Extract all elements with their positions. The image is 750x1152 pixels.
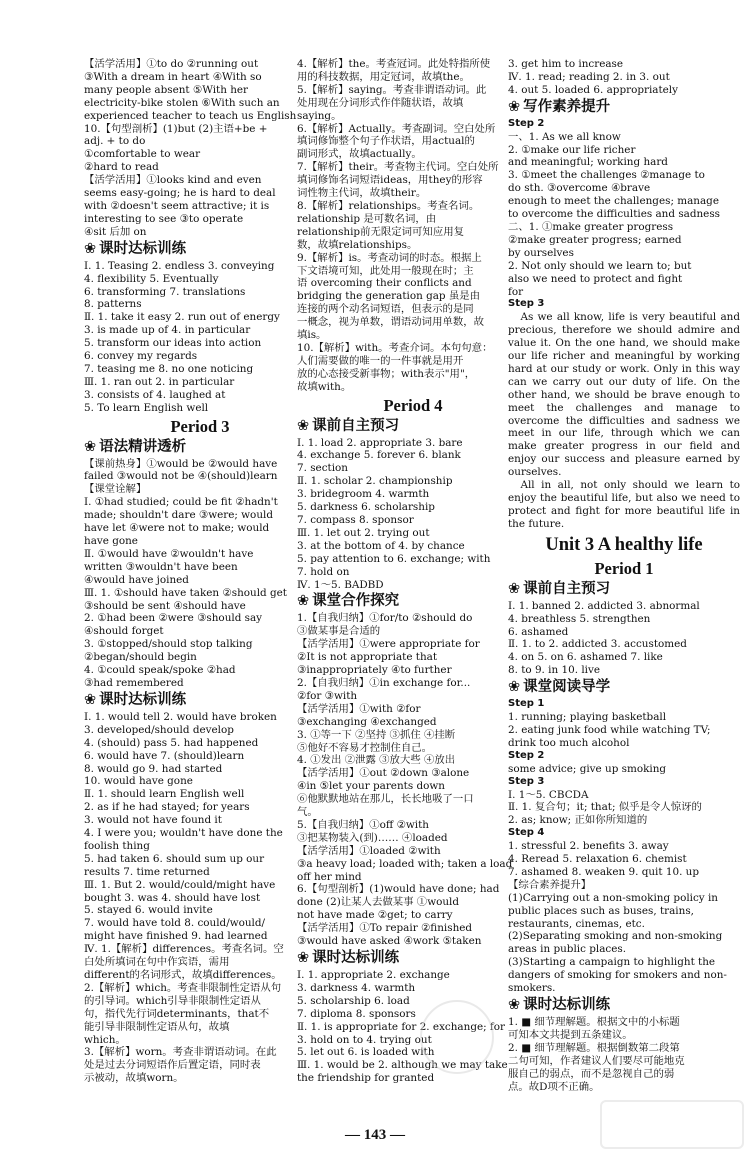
- answer-line: 2. ■ 细节理解题。根据倒数第二段第: [508, 1041, 680, 1054]
- answer-line: ④would have joined: [84, 573, 189, 586]
- answer-line: might have finished 9. had learned: [84, 930, 268, 943]
- answer-line: Ⅱ. 1. take it easy 2. run out of energy: [84, 311, 280, 324]
- section-heading: [508, 678, 740, 697]
- section-heading: [508, 580, 740, 599]
- answer-line: smokers.: [508, 982, 556, 995]
- answer-line: 副词形式，故填actually。: [297, 148, 422, 161]
- answer-line: 【活学活用】①to do ②running out: [84, 58, 259, 70]
- answer-line: ③inappropriately ④to further: [297, 664, 452, 677]
- section-heading: [84, 438, 316, 457]
- section-heading-text: 课时达标训练: [312, 950, 400, 966]
- answer-line: 6.【句型剖析】(1)would have done; had: [297, 883, 500, 896]
- period-title: Period 4: [383, 395, 443, 415]
- section-heading: [508, 98, 740, 117]
- answer-line: Ⅰ. 1. banned 2. addicted 3. abnormal: [508, 599, 700, 612]
- answer-line: have gone: [84, 535, 138, 547]
- answer-line: 4. Reread 5. relaxation 6. chemist: [508, 853, 687, 866]
- answer-line: Ⅰ. 1. would tell 2. would have broken: [84, 710, 277, 723]
- answer-line: 6. ashamed: [508, 625, 569, 638]
- step-label: Step 2: [508, 117, 545, 129]
- answer-line: 7. hold on: [297, 565, 350, 578]
- answer-line: 【综合素养提升】: [508, 878, 592, 891]
- answer-line: with ②doesn't seem attractive; it is: [84, 199, 270, 212]
- answer-line: 7. compass 8. sponsor: [297, 514, 414, 526]
- answer-line: 词性物主代词，故填their。: [297, 187, 427, 200]
- answer-line: some advice; give up smoking: [508, 762, 667, 775]
- section-heading: [84, 240, 316, 259]
- answer-line: which。: [84, 1033, 126, 1046]
- answer-line: 6. would have 7. (should)learn: [84, 749, 245, 762]
- answer-line: 【课堂诠解】: [84, 483, 147, 496]
- answer-line: 5.【自我归纳】①off ②with: [297, 818, 429, 831]
- column-right: [508, 58, 740, 1118]
- answer-line: by ourselves: [508, 246, 574, 259]
- answer-line: 4. on 5. on 6. ashamed 7. like: [508, 651, 663, 664]
- answer-line: 3. would not have found it: [84, 814, 222, 827]
- answer-line: Ⅰ. 1～5. CBCDA: [508, 788, 589, 801]
- answer-line: 7. diploma 8. sponsors: [297, 1007, 416, 1020]
- answer-line: 3. darkness 4. warmth: [297, 981, 416, 994]
- answer-line: ③would have asked ④work ⑤taken: [297, 935, 482, 948]
- answer-line: Ⅰ. 1. Teasing 2. endless 3. conveying: [84, 259, 275, 272]
- answer-line: 填词修饰整个句子作状语，用actual的: [297, 135, 475, 148]
- answer-line: 3.【解析】worn。考查非谓语动词。在此: [84, 1046, 277, 1059]
- answer-line: 9.【解析】is。考查动词的时态。根据上: [297, 251, 482, 264]
- answer-line: many people absent ⑤With her: [84, 83, 249, 96]
- answer-line: Ⅰ. ①had studied; could be fit ②hadn't: [84, 496, 278, 509]
- answer-line: 2. eating junk food while watching TV;: [508, 723, 711, 736]
- answer-line: Ⅰ. 1. appropriate 2. exchange: [297, 969, 450, 981]
- answer-line: Ⅲ. 1. would be 2. although we may take: [297, 1059, 508, 1072]
- answer-line: for: [508, 285, 524, 298]
- answer-line: 4. ①could speak/spoke ②had: [84, 664, 236, 677]
- section-heading: [297, 949, 529, 968]
- answer-line: 可知本文共提到五条建议。: [508, 1028, 633, 1041]
- lightbulb-icon: ❀: [297, 593, 310, 610]
- answer-line: Ⅰ. 1. load 2. appropriate 3. bare: [297, 436, 463, 449]
- answer-line: 3. bridegroom 4. warmth: [297, 488, 430, 501]
- answer-line: made; shouldn't dare ③were; would: [84, 509, 273, 522]
- answer-line: 人们需要做的唯一的一件事就是用开: [297, 354, 464, 367]
- answer-line: 语 overcoming their conflicts and: [297, 277, 472, 290]
- section-heading-text: 课时达标训练: [99, 240, 187, 257]
- answer-line: 连接的两个动名词短语，但表示的是同: [297, 303, 474, 316]
- answer-line: ②make greater progress; earned: [508, 233, 682, 246]
- step-label: Step 2: [508, 749, 545, 761]
- unit-title: Unit 3 A healthy life: [545, 534, 703, 555]
- answer-line: 白处所填词在句中作宾语，需用: [84, 956, 230, 969]
- answer-line: experienced teacher to teach us English: [84, 109, 297, 122]
- answer-line: 【活学活用】①were appropriate for: [297, 638, 480, 651]
- lightbulb-icon: ❀: [508, 679, 521, 696]
- answer-line: relationship 是可数名词，由: [297, 212, 437, 225]
- answer-line: Ⅱ. 1. is appropriate for 2. exchange; for: [297, 1020, 505, 1033]
- answer-line: ③had remembered: [84, 676, 184, 689]
- answer-line: (1)Carrying out a non-smoking policy in: [508, 891, 718, 904]
- answer-line: 【活学活用】①with ②for: [297, 702, 421, 715]
- answer-line: Ⅲ. 1. ran out 2. in particular: [84, 375, 235, 388]
- lightbulb-icon: ❀: [297, 950, 310, 966]
- answer-line: Ⅱ. 1. should learn English well: [84, 788, 245, 801]
- answer-line: 8. would go 9. had started: [84, 762, 223, 775]
- lightbulb-icon: ❀: [508, 997, 521, 1013]
- answer-line: ⑤他好不容易才控制住自己。: [297, 741, 433, 754]
- answer-line: adj. + to do: [84, 135, 146, 148]
- section-heading-text: 课时达标训练: [99, 691, 187, 708]
- column-left: [84, 58, 316, 1118]
- answer-line: 7.【解析】their。考查物主代词。空白处所: [297, 161, 499, 174]
- answer-line: (3)Starting a campaign to highlight the: [508, 956, 716, 969]
- answer-line: 二句可知，作者建议人们要尽可能地克: [508, 1054, 685, 1067]
- answer-line: 二、1. ①make greater progress: [508, 220, 674, 233]
- answer-line: 5. darkness 6. scholarship: [297, 501, 435, 514]
- answer-line: 5. let out 6. is loaded with: [297, 1046, 435, 1059]
- answer-line: 【活学活用】①out ②down ③alone: [297, 767, 470, 780]
- answer-line: 1. stressful 2. benefits 3. away: [508, 840, 669, 853]
- answer-line: 【活学活用】①looks kind and even: [84, 174, 262, 187]
- answer-line: 10.【句型剖析】(1)but (2)主语+be +: [84, 122, 268, 135]
- answer-line: interesting to see ③to operate: [84, 212, 244, 225]
- answer-line: ②hard to read: [84, 161, 159, 174]
- answer-line: dangers of smoking for smokers and non-: [508, 969, 727, 982]
- page-number: — 143 —: [345, 1127, 405, 1143]
- answer-line: and meaningful; working hard: [508, 156, 668, 169]
- answer-line: 点。故D项不正确。: [508, 1080, 600, 1093]
- answer-line: results 7. time returned: [84, 865, 210, 878]
- step-label: Step 1: [508, 698, 545, 710]
- answer-line: 6. convey my regards: [84, 350, 198, 363]
- answer-line: Ⅱ. ①would have ②wouldn't have: [84, 547, 254, 560]
- essay-paragraph: As we all know, life is very beautiful and precious, therefore we should admire and value it. On the one hand, we should make our life richer and meaningful by working hard at our study or work. Only in this way can we carry out our duty of life. On the other hand, we should be brave enough to meet the challenges and manage to overcome the difficulties and sadness we meet in our life, through which we can make greater progress in our field and enjoy our success and pleasure earned by ourselves.: [508, 311, 740, 479]
- answer-line: 5. had taken 6. should sum up our: [84, 852, 265, 865]
- section-heading-text: 课堂合作探究: [312, 593, 400, 610]
- answer-line: 8. patterns: [84, 298, 142, 311]
- answer-line: ③should be sent ④should have: [84, 599, 246, 612]
- answer-line: 7. teasing me 8. no one noticing: [84, 362, 254, 375]
- section-heading: [84, 691, 316, 710]
- answer-line: 一概念，视为单数，谓语动词用单数，故: [297, 316, 485, 329]
- section-heading: [297, 417, 529, 436]
- answer-line: done (2)让某人去做某事 ①would: [297, 896, 460, 909]
- step-label: Step 3: [508, 298, 545, 310]
- section-heading: [508, 996, 740, 1015]
- answer-line: 8. to 9. in 10. live: [508, 664, 600, 677]
- answer-line: 2. Not only should we learn to; but: [508, 259, 692, 272]
- column-middle: [297, 58, 529, 1118]
- answer-line: 填is。: [297, 329, 327, 342]
- answer-line: ③With a dream in heart ④With so: [84, 70, 262, 83]
- answer-line: 5. pay attention to 6. exchange; with: [297, 552, 491, 565]
- lightbulb-icon: ❀: [508, 98, 521, 115]
- section-heading: [297, 592, 529, 611]
- answer-line: 5.【解析】saying。考查非谓语动词。此: [297, 83, 487, 96]
- section-heading-text: 课堂阅读导学: [523, 679, 611, 696]
- answer-line: 一、1. As we all know: [508, 130, 621, 143]
- answer-line: 6. transforming 7. translations: [84, 285, 246, 298]
- lightbulb-icon: ❀: [508, 580, 521, 597]
- answer-line: 【活学活用】①To repair ②finished: [297, 922, 473, 935]
- answer-line: 4. flexibility 5. Eventually: [84, 272, 219, 285]
- answer-line: 用的科技数据，用定冠词，故填the。: [297, 70, 470, 83]
- answer-line: 4. (should) pass 5. had happened: [84, 736, 259, 749]
- answer-line: 的引导词。which引导非限制性定语从: [84, 994, 261, 1007]
- answer-line: Ⅱ. 1. 复合句；it; that; 似乎是令人惊讶的: [508, 801, 702, 814]
- answer-line: 2. as if he had stayed; for years: [84, 801, 250, 814]
- answer-line: 1.【自我归纳】①for/to ②should do: [297, 612, 473, 625]
- answer-line: saying。: [297, 109, 342, 122]
- period-title: Period 3: [170, 416, 230, 436]
- answer-line: to overcome the difficulties and sadness: [508, 208, 720, 221]
- period-title: Period 1: [594, 558, 654, 578]
- lightbulb-icon: ❀: [297, 417, 310, 434]
- answer-line: 7. section: [297, 462, 348, 475]
- answer-line: (2)Separating smoking and non-smoking: [508, 930, 723, 943]
- answer-line: ③做某事是合适的: [297, 625, 381, 638]
- answer-line: Ⅱ. 1. to 2. addicted 3. accustomed: [508, 638, 687, 651]
- answer-line: 4.【解析】the。考查冠词。此处特指所使: [297, 58, 491, 70]
- answer-line: ④sit 后加 on: [84, 225, 147, 238]
- answer-line: 服自己的弱点，而不是忽视自己的弱: [508, 1067, 675, 1080]
- answer-line: Ⅱ. 1. scholar 2. championship: [297, 475, 453, 488]
- answer-line: foolish thing: [84, 839, 150, 852]
- answer-line: ②for ③with: [297, 689, 358, 702]
- essay-paragraph: All in all, not only should we learn to enjoy the beautiful life, but also we need to protect and fight for more beautiful life in the future.: [508, 479, 740, 530]
- answer-line: 处用现在分词形式作伴随状语，故填: [297, 96, 464, 109]
- answer-line: Ⅲ. 1. ①should have taken ②should get: [84, 586, 287, 599]
- answer-line: off her mind: [297, 870, 362, 883]
- answer-line: 4. I were you; wouldn't have done the: [84, 827, 283, 840]
- section-heading-text: 课前自主预习: [312, 417, 400, 434]
- answer-line: 填词修饰名词短语ideas，用they的形容: [297, 174, 483, 187]
- answer-line: 1. running; playing basketball: [508, 711, 667, 724]
- answer-line: 3. at the bottom of 4. by chance: [297, 539, 465, 552]
- answer-line: 2.【自我归纳】①in exchange for...: [297, 676, 471, 689]
- answer-line: ③a heavy load; loaded with; taken a load: [297, 857, 513, 870]
- answer-line: 3. is made up of 4. in particular: [84, 324, 251, 337]
- answer-line: different的名词形式，故填differences。: [84, 969, 282, 981]
- answer-line: also we need to protect and fight: [508, 272, 683, 285]
- lightbulb-icon: ❀: [84, 438, 97, 455]
- answer-line: 10.【解析】with。考查介词。本句句意：: [297, 341, 493, 354]
- answer-line: 3. get him to increase: [508, 58, 624, 70]
- answer-line: restaurants, cinemas, etc.: [508, 917, 645, 930]
- answer-line: 6.【解析】Actually。考查副词。空白处所: [297, 122, 496, 135]
- step-label: Step 4: [508, 827, 545, 839]
- answer-line: 4. out 5. loaded 6. appropriately: [508, 83, 678, 96]
- answer-line: 示被动，故填worn。: [84, 1072, 184, 1085]
- answer-line: 3. hold on to 4. trying out: [297, 1033, 432, 1046]
- answer-line: written ③wouldn't have been: [84, 560, 238, 573]
- answer-line: 5. To learn English well: [84, 401, 209, 414]
- answer-line: 4. breathless 5. strengthen: [508, 612, 651, 625]
- answer-line: 4. exchange 5. forever 6. blank: [297, 449, 461, 462]
- answer-line: 【活学活用】①loaded ②with: [297, 844, 441, 857]
- answer-line: Ⅳ. 1.【解析】differences。考查名词。空: [84, 943, 284, 956]
- answer-line: 放的心态接受新事物；with表示"用"，: [297, 367, 476, 380]
- answer-line: 1. ■ 细节理解题。根据文中的小标题: [508, 1016, 680, 1028]
- answer-line: bought 3. was 4. should have lost: [84, 891, 261, 904]
- answer-line: 5. stayed 6. would invite: [84, 904, 213, 917]
- answer-line: seems easy-going; he is hard to deal: [84, 187, 276, 200]
- step-label: Step 3: [508, 775, 545, 787]
- answer-line: areas in public places.: [508, 943, 626, 956]
- section-heading-text: 课时达标训练: [523, 997, 611, 1013]
- answer-line: ①comfortable to wear: [84, 148, 201, 161]
- stamp-mark: [420, 1000, 494, 1074]
- answer-line: 3. ①等一下 ②坚持 ③抓住 ④挂断: [297, 728, 456, 741]
- answer-line: Ⅳ. 1. read; reading 2. in 3. out: [508, 70, 670, 83]
- answer-line: 5. scholarship 6. load: [297, 994, 410, 1007]
- answer-line: 10. would have gone: [84, 775, 193, 788]
- answer-line: 4. ①发出 ②泄露 ③放大些 ④放出: [297, 754, 456, 767]
- answer-line: ②It is not appropriate that: [297, 651, 438, 664]
- answer-line: 处是过去分词短语作后置定语，同时表: [84, 1059, 261, 1072]
- answer-line: ④should forget: [84, 625, 164, 638]
- lightbulb-icon: ❀: [84, 240, 97, 257]
- answer-line: 句，指代先行词determinants，that不: [84, 1007, 270, 1020]
- answer-line: 数，故填relationships。: [297, 238, 418, 251]
- answer-line: 3. ①meet the challenges ②manage to: [508, 169, 705, 182]
- section-heading-text: 课前自主预习: [523, 580, 611, 597]
- answer-line: 7. ashamed 8. weaken 9. quit 10. up: [508, 865, 700, 878]
- answer-line: 8.【解析】relationships。考查名词。: [297, 199, 480, 212]
- answer-line: 3. ①stopped/should stop talking: [84, 638, 253, 651]
- answer-line: Ⅳ. 1～5. BADBD: [297, 578, 384, 591]
- answer-line: bridging the generation gap 虽是由: [297, 290, 481, 303]
- answer-line: ③exchanging ④exchanged: [297, 715, 437, 728]
- answer-line: failed ③would not be ④(should)learn: [84, 470, 278, 483]
- section-heading-text: 写作素养提升: [523, 98, 611, 115]
- answer-line: ⑥他默默地站在那儿，长长地吸了一口: [297, 793, 474, 806]
- section-heading-text: 语法精讲透析: [99, 438, 187, 455]
- answer-line: 能引导非限制性定语从句，故填: [84, 1020, 230, 1033]
- answer-line: 2. ①had been ②were ③should say: [84, 612, 263, 625]
- answer-line: 7. would have told 8. could/would/: [84, 917, 266, 930]
- answer-line: have let ④were not to make; would: [84, 522, 270, 535]
- answer-line: 3. developed/should develop: [84, 723, 234, 736]
- answer-line: the friendship for granted: [297, 1072, 435, 1085]
- answer-line: not have made ②get; to carry: [297, 909, 453, 922]
- answer-line: public places such as buses, trains,: [508, 904, 694, 917]
- answer-line: 故填with。: [297, 380, 352, 393]
- answer-line: 下文语境可知，此处用一般现在时；主: [297, 264, 474, 277]
- answer-line: 2. ①make our life richer: [508, 143, 636, 156]
- answer-line: electricity-bike stolen ⑥With such an: [84, 96, 280, 109]
- answer-line: 气。: [297, 806, 318, 819]
- answer-line: Ⅲ. 1. let out 2. trying out: [297, 526, 430, 539]
- answer-line: 2.【解析】which。考查非限制性定语从句: [84, 981, 282, 994]
- answer-line: ④in ⑤let your parents down: [297, 780, 445, 793]
- answer-line: 3. consists of 4. laughed at: [84, 388, 226, 401]
- answer-line: relationship前无限定词可知应用复: [297, 225, 464, 238]
- answer-line: Ⅲ. 1. But 2. would/could/might have: [84, 878, 276, 891]
- answer-line: ③把某物装入(到)…… ④loaded: [297, 831, 448, 844]
- answer-line: do sth. ③overcome ④brave: [508, 182, 651, 195]
- answer-line: drink too much alcohol: [508, 736, 630, 749]
- answer-line: enough to meet the challenges; manage: [508, 195, 719, 208]
- answer-line: ②began/should begin: [84, 651, 197, 664]
- answer-line: 5. transform our ideas into action: [84, 337, 262, 350]
- answer-line: 【课前热身】①would be ②would have: [84, 457, 278, 470]
- lightbulb-icon: ❀: [84, 691, 97, 708]
- answer-line: 2. as; know; 正如你所知道的: [508, 814, 648, 827]
